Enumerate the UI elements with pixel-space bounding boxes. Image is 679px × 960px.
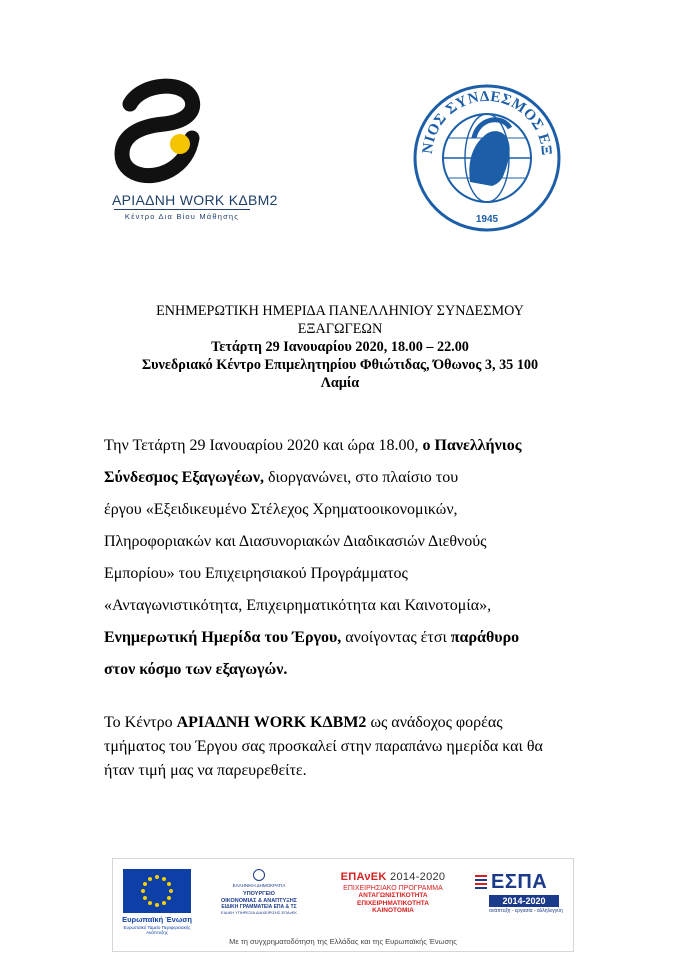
pse-year: 1945 <box>475 214 499 225</box>
p1-text: διοργανώνει, στο πλαίσιο του <box>263 469 459 486</box>
invitation-paragraph-1 <box>104 434 604 690</box>
p1-bold: Ενημερωτική Ημερίδα του Έργου, <box>104 629 342 646</box>
event-date: Τετάρτη 29 Ιανουαρίου 2020, 18.00 – 22.00 <box>211 339 469 355</box>
greek-emblem-icon <box>253 869 265 881</box>
event-city: Λαμία <box>320 375 360 391</box>
eu-fund-label: Ευρωπαϊκό Ταμείο Περιφερειακής Ανάπτυξης <box>123 925 191 935</box>
epanek-line3: ΕΠΙΧΕΙΡΗΜΑΤΙΚΟΤΗΤΑ <box>357 899 429 907</box>
epanek-line2: ΑΝΤΑΓΩΝΙΣΤΙΚΟΤΗΤΑ <box>358 892 428 899</box>
event-title-block <box>100 302 580 392</box>
ministry-republic: ΕΛΛΗΝΙΚΗ ΔΗΜΟΚΡΑΤΙΑ <box>232 883 286 888</box>
ariadne-logo <box>112 78 278 228</box>
eu-label: Ευρωπαϊκή Ένωση <box>122 915 192 924</box>
p2-text: τμήματος του Έργου σας προσκαλεί στην παραπάνω ημερίδα και θα <box>104 738 543 755</box>
ariadne-name: ΑΡΙΑΔΝΗ WORK ΚΔΒΜ2 <box>112 192 278 208</box>
funding-banner <box>112 858 574 952</box>
event-title-line2: ΕΞΑΓΩΓΕΩΝ <box>297 321 383 337</box>
ministry-name: ΥΠΟΥΡΓΕΙΟ <box>243 891 275 897</box>
invitation-paragraph-2 <box>104 712 604 784</box>
espa-logo <box>473 871 565 915</box>
p2-text: ήταν τιμή μας να παρευρεθείτε. <box>104 762 307 779</box>
eu-flag-icon <box>123 869 191 913</box>
espa-years: 2014-2020 <box>489 895 559 907</box>
p1-text: Πληροφοριακών και Διασυνοριακών Διαδικασιών Διεθνούς <box>104 533 487 550</box>
p1-text: «Ανταγωνιστικότητα, Επιχειρηματικότητα και Καινοτομία», <box>104 597 492 614</box>
espa-slogan: ανάπτυξη - εργασία - αλληλεγγύη <box>489 908 563 914</box>
p1-bold: ο Πανελλήνιος <box>422 437 522 454</box>
ariadne-mark-icon <box>112 78 252 190</box>
ministry-logo <box>209 869 309 915</box>
epanek-program: ΕΠΙΧΕΙΡΗΣΙΑΚΟ ΠΡΟΓΡΑΜΜΑ <box>343 885 443 892</box>
p2-text: Το Κέντρο <box>104 714 177 731</box>
espa-stripes-icon <box>475 875 487 891</box>
pse-seal-logo <box>412 78 562 240</box>
p1-text: ανοίγοντας έτσι <box>341 629 451 646</box>
p1-bold: Σύνδεσμος Εξαγωγέων, <box>104 469 264 486</box>
epanek-logo <box>325 871 461 915</box>
epanek-years: 2014-2020 <box>390 871 446 883</box>
ariadne-divider <box>114 209 250 210</box>
p1-text: Την Τετάρτη 29 Ιανουαρίου 2020 και ώρα 18.00, <box>104 437 423 454</box>
p1-text: έργου «Εξειδικευμένο Στέλεχος Χρηματοοικονομικών, <box>104 501 458 518</box>
ariadne-tagline: Κέντρο Δια Βίου Μάθησης <box>124 212 240 221</box>
p1-bold: στον κόσμο των εξαγωγών. <box>104 661 288 678</box>
ministry-name-2: ΟΙΚΟΝΟΜΙΑΣ & ΑΝΑΠΤΥΞΗΣ <box>221 897 297 904</box>
epanek-line4: ΚΑΙΝΟΤΟΜΙΑ <box>372 907 414 914</box>
p1-bold: παράθυρο <box>450 629 520 646</box>
espa-brand: ΕΣΠΑ <box>491 871 548 893</box>
epanek-brand: ΕΠΑνΕΚ <box>340 871 387 883</box>
p2-bold: ΑΡΙΑΔΝΗ WORK ΚΔΒΜ2 <box>176 714 367 731</box>
pse-ring-text: ΝΙΟΣ ΣΥΝΔΕΣΜΟΣ ΕΞ <box>419 88 555 157</box>
event-venue: Συνεδριακό Κέντρο Επιμελητηρίου Φθιώτιδας, Όθωνος 3, 35 100 <box>141 357 539 373</box>
ministry-secretariat: ΕΙΔΙΚΗ ΓΡΑΜΜΑΤΕΙΑ ΕΠΑ & ΤΣ <box>221 904 297 910</box>
cofunding-caption: Με τη συγχρηματοδότηση της Ελλάδας και της Ευρωπαϊκής Ένωσης <box>229 937 457 946</box>
event-title-line1: ΕΝΗΜΕΡΩΤΙΚΗ ΗΜΕΡΙΔΑ ΠΑΝΕΛΛΗΝΙΟΥ ΣΥΝΔΕΣΜΟΥ <box>156 303 524 319</box>
p1-text: Εμπορίου» του Επιχειρησιακού Προγράμματος <box>104 565 408 582</box>
ministry-service: ΕΙΔΙΚΗ ΥΠΗΡΕΣΙΑ ΔΙΑΧΕΙΡΙΣΗΣ ΕΠΑνΕΚ <box>221 910 297 915</box>
p2-text: ως ανάδοχος φορέας <box>366 714 503 731</box>
